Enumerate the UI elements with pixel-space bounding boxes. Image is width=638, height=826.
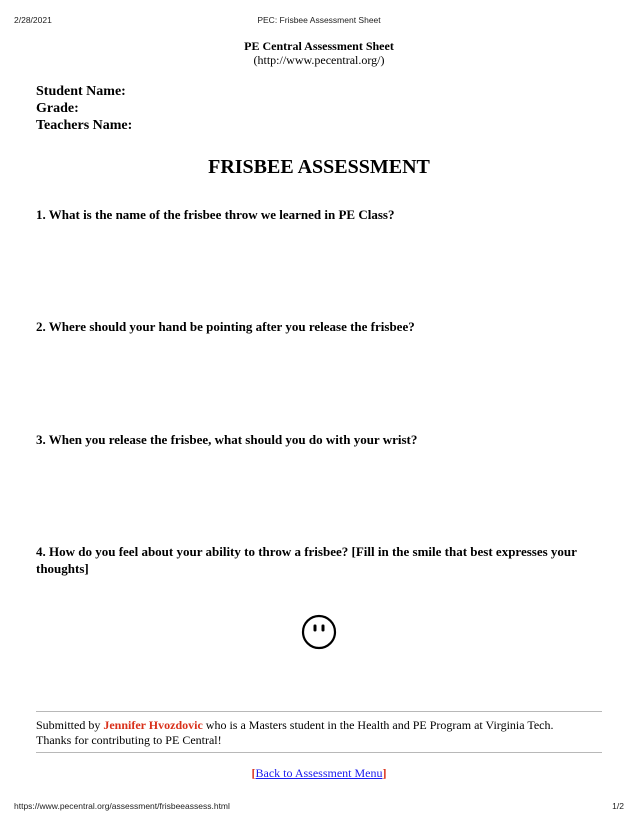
back-to-assessment-menu-link[interactable]: Back to Assessment Menu [255, 766, 383, 780]
print-page-title: PEC: Frisbee Assessment Sheet [257, 15, 381, 25]
teacher-name-label: Teachers Name: [36, 118, 133, 133]
smiley-face-icon[interactable] [301, 614, 337, 650]
open-bracket: [ [251, 766, 256, 780]
divider-top [36, 711, 602, 712]
question-1: 1. What is the name of the frisbee throw we learned in PE Class? [36, 207, 395, 222]
print-date: 2/28/2021 [14, 15, 52, 25]
student-info [36, 83, 132, 134]
page-number: 1/2 [612, 801, 624, 811]
author-name: Jennifer Hvozdovic [103, 718, 203, 732]
grade-label: Grade: [36, 101, 79, 116]
credit-thanks: Thanks for contributing to PE Central! [36, 733, 222, 747]
back-link-row [0, 766, 638, 781]
page-title: FRISBEE ASSESSMENT [208, 156, 430, 178]
credit-prefix: Submitted by [36, 718, 104, 732]
site-header [0, 39, 638, 67]
site-title: PE Central Assessment Sheet [244, 39, 394, 53]
question-3: 3. When you release the frisbee, what should you do with your wrist? [36, 432, 418, 447]
question-2: 2. Where should your hand be pointing after you release the frisbee? [36, 319, 415, 334]
print-url: https://www.pecentral.org/assessment/frisbeeassess.html [14, 801, 230, 811]
site-url: (http://www.pecentral.org/) [253, 53, 385, 67]
credit-text [36, 718, 602, 748]
student-name-label: Student Name: [36, 84, 126, 99]
credit-suffix: who is a Masters student in the Health and PE Program at Virginia Tech. [202, 718, 554, 732]
question-4: 4. How do you feel about your ability to throw a frisbee? [Fill in the smile that best expresses your thoughts] [36, 544, 577, 576]
divider-bottom [36, 752, 602, 753]
close-bracket: ] [382, 766, 387, 780]
